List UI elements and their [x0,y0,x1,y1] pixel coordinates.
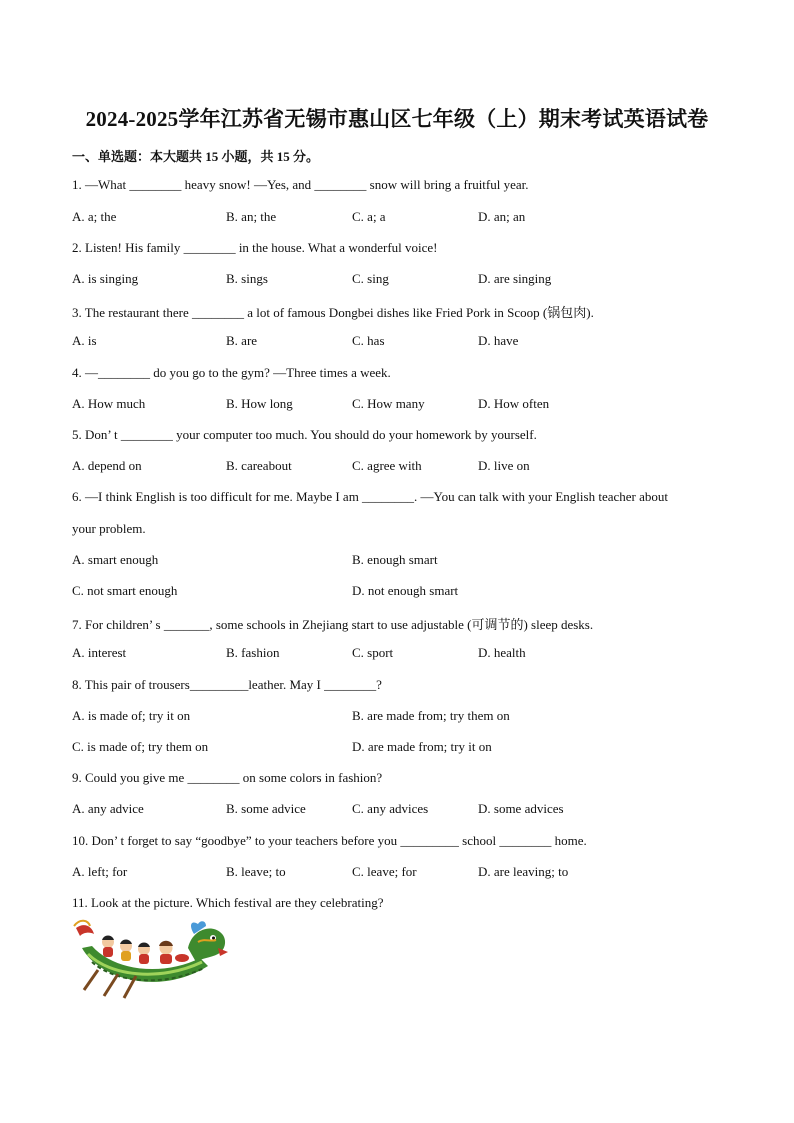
q6-option-d[interactable]: D. not enough smart [352,583,459,598]
q6-option-c[interactable]: C. not smart enough [72,583,178,598]
question-1-stem: 1. —What ________ heavy snow! —Yes, and ________ snow will bring a fruitful year. [72,177,529,192]
q4-option-b[interactable]: B. How long [226,396,293,411]
q7-option-c[interactable]: C. sport [352,645,394,660]
q10-option-b[interactable]: B. leave; to [226,864,286,879]
question-9-stem: 9. Could you give me ________ on some colors in fashion? [72,770,383,785]
question-6-stem-continued: your problem. [72,521,146,536]
q5-option-d[interactable]: D. live on [478,458,530,473]
question-3-stem: 3. The restaurant there ________ a lot of famous Dongbei dishes like Fried Pork in Scoop (锅包肉). [72,305,594,320]
q1-option-b[interactable]: B. an; the [226,209,277,224]
q2-option-a[interactable]: A. is singing [72,271,139,286]
question-2-stem: 2. Listen! His family ________ in the house. What a wonderful voice! [72,240,438,255]
q10-option-a[interactable]: A. left; for [72,864,128,879]
q9-option-b[interactable]: B. some advice [226,801,306,816]
dragon-boat-icon [70,918,230,1000]
section-heading: 一、单选题：本大题共 15 小题，共 15 分。 [72,149,320,164]
question-8-stem: 8. This pair of trousers_________leather. May I ________? [72,677,382,692]
question-5-stem: 5. Don’ t ________ your computer too much. You should do your homework by yourself. [72,427,537,442]
question-10-stem: 10. Don’ t forget to say “goodbye” to your teachers before you _________ school ________ home. [72,833,587,848]
q6-option-a[interactable]: A. smart enough [72,552,159,567]
q9-option-d[interactable]: D. some advices [478,801,564,816]
q8-option-d[interactable]: D. are made from; try it on [352,739,492,754]
q2-option-c[interactable]: C. sing [352,271,389,286]
question-4-stem: 4. —________ do you go to the gym? —Three times a week. [72,365,391,380]
q2-option-d[interactable]: D. are singing [478,271,552,286]
q6-option-b[interactable]: B. enough smart [352,552,438,567]
exam-title: 2024-2025学年江苏省无锡市惠山区七年级（上）期末考试英语试卷 [85,107,709,131]
q10-option-c[interactable]: C. leave; for [352,864,417,879]
question-7-stem: 7. For children’ s _______, some schools in Zhejiang start to use adjustable (可调节的) sleep desks. [72,617,594,632]
q8-option-c[interactable]: C. is made of; try them on [72,739,209,754]
q1-option-d[interactable]: D. an; an [478,209,526,224]
q4-option-c[interactable]: C. How many [352,396,425,411]
q2-option-b[interactable]: B. sings [226,271,268,286]
q5-option-b[interactable]: B. careabout [226,458,292,473]
q3-option-d[interactable]: D. have [478,333,519,348]
q3-option-b[interactable]: B. are [226,333,258,348]
q10-option-d[interactable]: D. are leaving; to [478,864,569,879]
question-6-stem: 6. —I think English is too difficult for me. Maybe I am ________. —You can talk with your English teacher about [72,489,668,504]
q3-option-c[interactable]: C. has [352,333,385,348]
q3-option-a[interactable]: A. is [72,333,97,348]
question-11-stem: 11. Look at the picture. Which festival are they celebrating? [72,895,384,910]
q7-option-b[interactable]: B. fashion [226,645,280,660]
q1-option-c[interactable]: C. a; a [352,209,386,224]
q4-option-d[interactable]: D. How often [478,396,550,411]
q5-option-a[interactable]: A. depend on [72,458,142,473]
q1-option-a[interactable]: A. a; the [72,209,117,224]
q9-option-a[interactable]: A. any advice [72,801,144,816]
q4-option-a[interactable]: A. How much [72,396,146,411]
q7-option-a[interactable]: A. interest [72,645,127,660]
q7-option-d[interactable]: D. health [478,645,526,660]
q9-option-c[interactable]: C. any advices [352,801,429,816]
q8-option-b[interactable]: B. are made from; try them on [352,708,510,723]
q8-option-a[interactable]: A. is made of; try it on [72,708,191,723]
q5-option-c[interactable]: C. agree with [352,458,422,473]
